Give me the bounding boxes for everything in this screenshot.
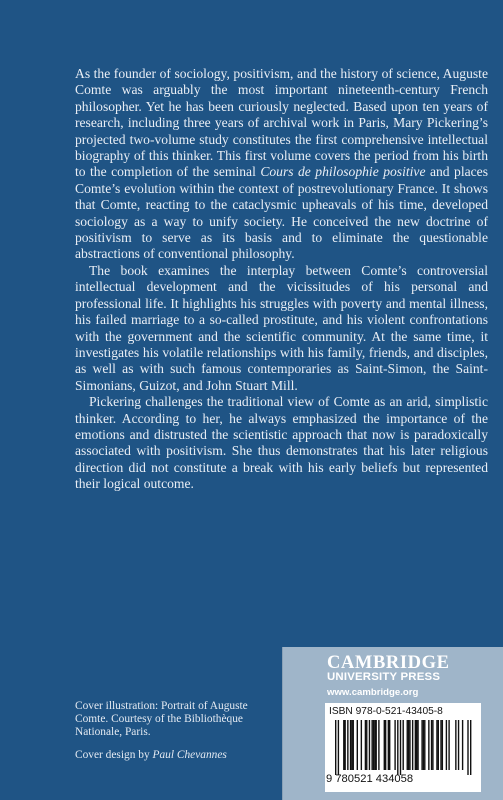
- back-cover-blurb: [75, 66, 488, 493]
- cover-designer-name: Paul Chevannes: [152, 748, 227, 761]
- book-title-italic: Cours de philosophie positive: [260, 164, 426, 180]
- isbn-text: ISBN 978-0-521-43405-8: [329, 706, 443, 717]
- blurb-p1-part-1: As the founder of sociology, positivism, and the history of science, Auguste Comte was arguably the most important nineteenth-century French philosopher. Yet he has been curiously neglected. Based upon ten years of research, including three years of archival work in Paris, Mary Pickering’s projected two-volume study constitutes the first comprehensive intellectual biography of this thinker. This first volume covers the period from his birth to the completion of the seminal: [75, 66, 488, 180]
- ean-number: 9 780521 434058: [326, 773, 414, 785]
- barcode-box: [325, 703, 481, 792]
- cover-credits: [75, 700, 275, 762]
- blurb-paragraph-3: Pickering challenges the traditional view of Comte as an arid, simplistic thinker. According to her, he always emphasized the importance of the emotions and distrusted the scientistic approach that now is paradoxically associated with positivism. She thus demonstrates that his later religious direction did not constitute a break with his early beliefs but represented their logical outcome.: [75, 394, 488, 492]
- publisher-url: www.cambridge.org: [327, 687, 419, 698]
- publisher-press: UNIVERSITY PRESS: [327, 671, 441, 683]
- blurb-p1-part-3: and places Comte’s evolution within the context of postrevolutionary France. It shows that Comte, reacting to the cataclysmic upheavals of his time, developed sociology as a way to unify society. He conceived the new doctrine of positivism to serve as its basis and to eliminate the questionable abstractions of conventional philosophy.: [75, 164, 488, 262]
- cover-design-credit: [75, 749, 275, 762]
- publisher-name: CAMBRIDGE: [327, 653, 450, 673]
- cover-illustration-credit: Cover illustration: Portrait of Auguste Comte. Courtesy of the Bibliothèque Nationale, Paris.: [75, 700, 248, 739]
- blurb-paragraph-2: The book examines the interplay between Comte’s controversial intellectual development and the vicissitudes of his personal and professional life. It highlights his struggles with poverty and mental illness, his failed marriage to a so-called prostitute, and his violent confrontations with the government and the scientific community. At the same time, it investigates his volatile relationships with his family, friends, and disciples, as well as with such famous contemporaries as Saint-Simon, the Saint-Simonians, Guizot, and John Stuart Mill.: [75, 262, 488, 393]
- blurb-paragraph-1: [75, 66, 488, 263]
- publisher-panel: [282, 647, 503, 800]
- cover-design-prefix: Cover design by: [75, 748, 153, 761]
